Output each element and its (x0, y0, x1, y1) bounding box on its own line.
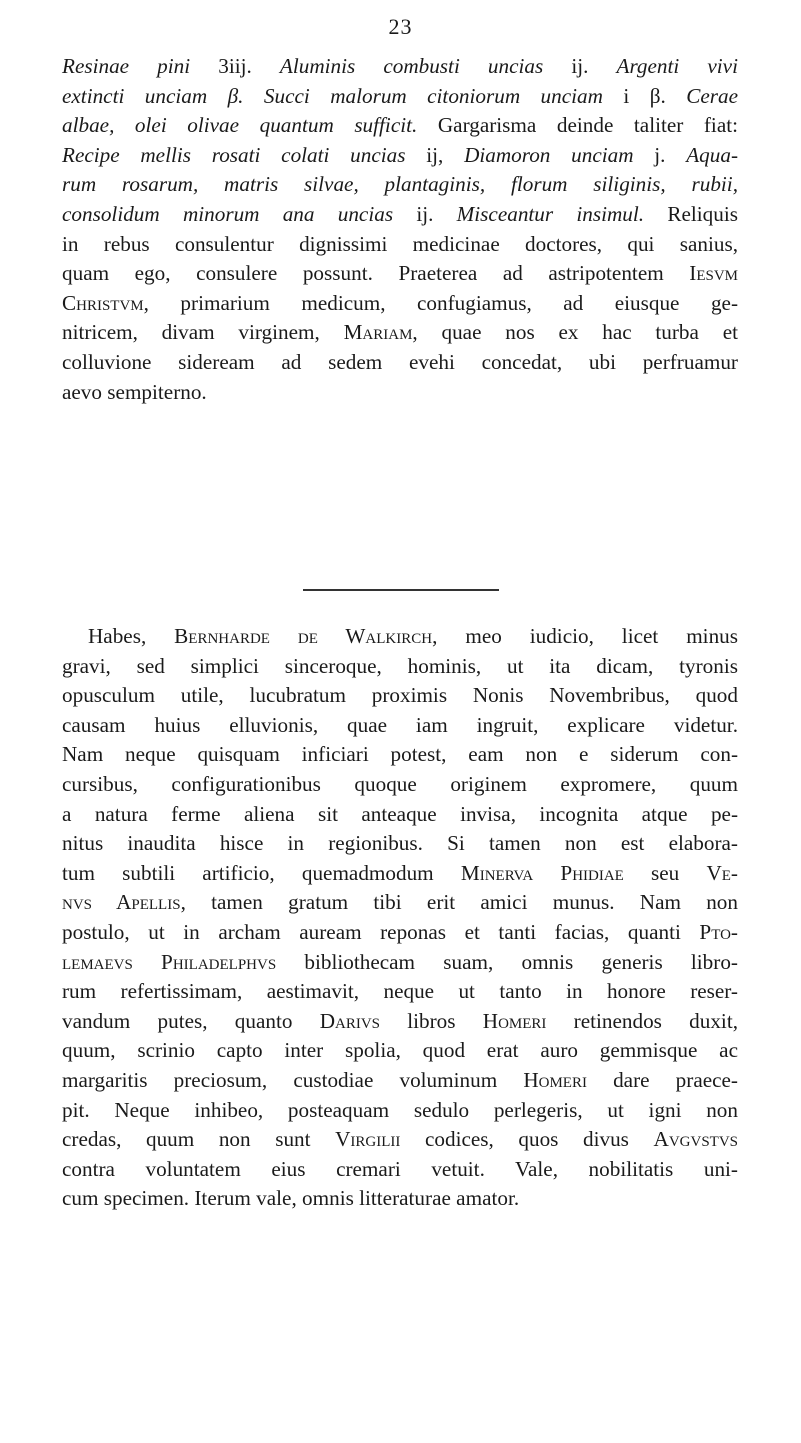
text-segment: rum refertissimam, aestimavit, neque ut tanto in honore reser- (62, 979, 738, 1004)
text-segment: retinendos duxit, (546, 1008, 739, 1033)
text-line (62, 82, 738, 112)
text-segment: quum, scrinio capto inter spolia, quod erat auro gemmisque ac (62, 1038, 738, 1063)
text-line (62, 259, 738, 289)
text-line (62, 52, 738, 82)
text-segment: ij. (393, 201, 457, 226)
text-segment: tum subtili artificio, quemadmodum (62, 860, 461, 885)
paragraph-dedication (62, 622, 738, 1214)
name-smallcaps: Bernharde de Walkirch (174, 624, 433, 648)
text-segment: opusculum utile, lucubratum proximis Nonis Novembribus, quod (62, 683, 738, 708)
italic-text: Recipe mellis rosati colati uncias (62, 142, 406, 167)
text-line (62, 829, 738, 859)
italic-text: extincti unciam β. Succi malorum citoniorum unciam (62, 83, 603, 108)
text-line (62, 711, 738, 741)
text-line (62, 141, 738, 171)
text-line (62, 318, 738, 348)
text-segment: seu (623, 860, 707, 885)
text-line (62, 289, 738, 319)
text-line (62, 1066, 738, 1096)
text-segment: nitus inaudita hisce in regionibus. Si tamen non est elabora- (62, 831, 738, 856)
name-smallcaps: Virgilii (335, 1127, 401, 1152)
text-segment: , quae nos ex hac turba et (412, 320, 738, 345)
text-segment: j. (633, 142, 687, 167)
text-line (62, 1155, 738, 1185)
text-segment: credas, quum non sunt (62, 1127, 336, 1152)
name-smallcaps: Christvm (62, 290, 144, 315)
text-line (62, 378, 738, 408)
italic-text: consolidum minorum ana uncias (62, 201, 394, 226)
text-line (62, 859, 738, 889)
name-smallcaps: Darivs (319, 1008, 380, 1033)
text-line (62, 348, 738, 378)
name-smallcaps: Mariam (343, 320, 413, 345)
text-line (62, 1184, 738, 1214)
italic-text: albae, olei olivae quantum sufficit. (62, 113, 418, 138)
text-segment: causam huius elluvionis, quae iam ingruit, explicare videtur. (62, 712, 738, 737)
text-segment: gravi, sed simplici sinceroque, hominis, ut ita dicam, tyronis (62, 653, 738, 678)
name-smallcaps: Avgvstvs (653, 1127, 738, 1152)
text-segment: quam ego, consulere possunt. Praeterea ad astripotentem (62, 261, 690, 286)
text-segment: 3iij. (190, 54, 280, 78)
name-smallcaps: lemaevs Philadelphvs (62, 949, 277, 974)
italic-text: Misceantur insimul. (456, 201, 645, 226)
text-segment: margaritis preciosum, custodiae voluminum (62, 1067, 524, 1092)
text-segment: , primarium medicum, confugiamus, ad eiusque ge- (143, 290, 738, 315)
text-segment: vandum putes, quanto (62, 1008, 320, 1033)
text-line (62, 888, 738, 918)
text-segment: aevo sempiterno. (62, 379, 207, 404)
text-line (62, 918, 738, 948)
text-segment: nitricem, divam virginem, (62, 320, 344, 345)
name-smallcaps: Homeri (523, 1067, 587, 1092)
text-segment: Reliquis (644, 201, 738, 226)
text-line (62, 1007, 738, 1037)
text-segment: , meo iudicio, licet minus (432, 624, 738, 648)
text-line (62, 170, 738, 200)
text-segment: contra voluntatem eius cremari vetuit. Vale, nobilitatis uni- (62, 1156, 738, 1181)
name-smallcaps: Iesvm (689, 261, 738, 286)
text-segment: cursibus, configurationibus quoque originem expromere, quum (62, 771, 738, 796)
name-smallcaps: Ve- (706, 860, 738, 885)
name-smallcaps: nvs Apellis (62, 890, 181, 915)
text-line (62, 800, 738, 830)
text-segment: colluvione sideream ad sedem evehi concedat, ubi perfruamur (62, 349, 738, 374)
italic-text: rum rosarum, matris silvae, plantaginis, florum siliginis, rubii, (62, 172, 738, 197)
italic-text: Argenti vivi (616, 54, 738, 78)
text-line (62, 111, 738, 141)
text-segment: i β. (602, 83, 687, 108)
text-line (62, 230, 738, 260)
text-line (62, 1125, 738, 1155)
text-segment: postulo, ut in archam auream reponas et tanti facias, quanti (62, 919, 700, 944)
text-segment: dare praece- (586, 1067, 738, 1092)
text-line (62, 1096, 738, 1126)
text-segment: a natura ferme aliena sit anteaque invisa, incognita atque pe- (62, 801, 738, 826)
text-segment: cum specimen. Iterum vale, omnis litteraturae amator. (62, 1186, 520, 1211)
text-segment: libros (380, 1008, 483, 1033)
paragraph-recipe (62, 52, 738, 407)
text-line (62, 200, 738, 230)
text-segment: in rebus consulentur dignissimi medicinae doctores, qui sanius, (62, 231, 738, 256)
text-segment: bibliothecam suam, omnis generis libro- (276, 949, 738, 974)
name-smallcaps: Pto- (699, 919, 738, 944)
italic-text: Cerae (686, 83, 738, 108)
text-line (62, 652, 738, 682)
text-line (62, 977, 738, 1007)
text-segment: Gargarisma deinde taliter fiat: (417, 113, 738, 138)
section-divider (303, 589, 499, 591)
italic-text: Aluminis combusti uncias (279, 54, 544, 78)
text-line (62, 740, 738, 770)
italic-text: Diamoron unciam (464, 142, 634, 167)
italic-text: Resinae pini (62, 54, 191, 78)
page-number: 23 (388, 14, 413, 39)
text-line (62, 681, 738, 711)
text-line (62, 622, 738, 652)
text-segment: pit. Neque inhibeo, posteaquam sedulo perlegeris, ut igni non (62, 1097, 738, 1122)
text-line (62, 948, 738, 978)
name-smallcaps: Minerva Phidiae (460, 860, 624, 885)
name-smallcaps: Homeri (482, 1008, 547, 1033)
text-line (62, 770, 738, 800)
text-segment: ij. (543, 54, 617, 78)
text-segment: ij, (405, 142, 465, 167)
italic-text: Aqua- (686, 142, 738, 167)
text-segment: codices, quos divus (400, 1127, 654, 1152)
text-segment: Habes, (88, 624, 175, 648)
text-segment: Nam neque quisquam inficiari potest, eam non e siderum con- (62, 742, 738, 767)
text-line (62, 1036, 738, 1066)
text-segment: , tamen gratum tibi erit amici munus. Nam non (180, 890, 738, 915)
